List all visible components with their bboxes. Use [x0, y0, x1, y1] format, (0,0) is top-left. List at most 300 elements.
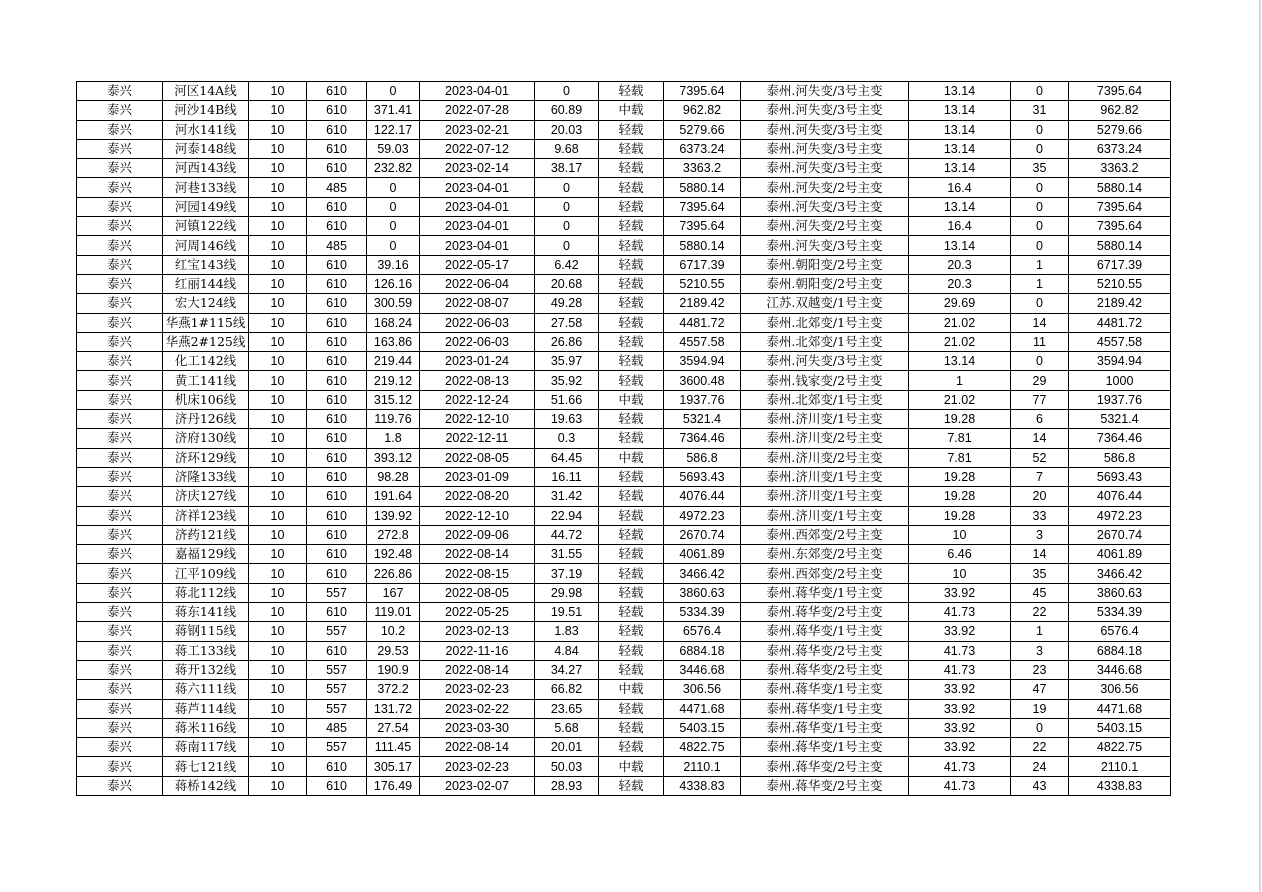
county-cell: 泰兴 [77, 487, 163, 506]
load-status-cell: 轻载 [599, 660, 664, 679]
county-cell: 泰兴 [77, 313, 163, 332]
substation-transformer-cell: 泰州.蒋华变/1号主变 [741, 622, 909, 641]
capacity-cell: 610 [307, 506, 367, 525]
county-cell: 泰兴 [77, 82, 163, 101]
load-rate-cell: 66.82 [535, 680, 599, 699]
load-rate-cell: 4.84 [535, 641, 599, 660]
load-rate-cell: 35.92 [535, 371, 599, 390]
capacity-cell: 610 [307, 352, 367, 371]
voltage-cell: 10 [249, 467, 307, 486]
table-row [77, 641, 1171, 660]
transformer-margin-cell: 19.28 [909, 487, 1011, 506]
load-rate-cell: 60.89 [535, 101, 599, 120]
margin-cell: 2670.74 [664, 525, 741, 544]
transformer-margin-cell: 41.73 [909, 776, 1011, 795]
county-cell: 泰兴 [77, 371, 163, 390]
line-name-cell: 河西143线 [163, 159, 249, 178]
margin-cell: 6373.24 [664, 139, 741, 158]
transformer-margin-cell: 13.14 [909, 352, 1011, 371]
transformer-margin-cell: 41.73 [909, 757, 1011, 776]
available-capacity-cell: 4338.83 [1069, 776, 1171, 795]
count-cell: 24 [1011, 757, 1069, 776]
table-row [77, 776, 1171, 795]
voltage-cell: 10 [249, 159, 307, 178]
margin-cell: 6717.39 [664, 255, 741, 274]
available-capacity-cell: 586.8 [1069, 448, 1171, 467]
available-capacity-cell: 5693.43 [1069, 467, 1171, 486]
count-cell: 1 [1011, 255, 1069, 274]
substation-transformer-cell: 泰州.河失变/3号主变 [741, 159, 909, 178]
load-status-cell: 轻载 [599, 776, 664, 795]
load-cell: 0 [367, 197, 420, 216]
table-row [77, 255, 1171, 274]
capacity-cell: 610 [307, 274, 367, 293]
load-cell: 176.49 [367, 776, 420, 795]
county-cell: 泰兴 [77, 274, 163, 293]
load-cell: 219.12 [367, 371, 420, 390]
load-status-cell: 轻载 [599, 545, 664, 564]
county-cell: 泰兴 [77, 622, 163, 641]
line-name-cell: 蒋六111线 [163, 680, 249, 699]
load-rate-cell: 51.66 [535, 390, 599, 409]
line-name-cell: 河巷133线 [163, 178, 249, 197]
load-cell: 232.82 [367, 159, 420, 178]
line-name-cell: 蒋米116线 [163, 718, 249, 737]
voltage-cell: 10 [249, 197, 307, 216]
transformer-margin-cell: 19.28 [909, 506, 1011, 525]
load-cell: 1.8 [367, 429, 420, 448]
count-cell: 23 [1011, 660, 1069, 679]
voltage-cell: 10 [249, 506, 307, 525]
load-cell: 10.2 [367, 622, 420, 641]
county-cell: 泰兴 [77, 101, 163, 120]
county-cell: 泰兴 [77, 410, 163, 429]
date-cell: 2022-08-07 [420, 294, 535, 313]
table-row [77, 757, 1171, 776]
substation-transformer-cell: 泰州.蒋华变/2号主变 [741, 757, 909, 776]
date-cell: 2022-06-04 [420, 274, 535, 293]
capacity-cell: 610 [307, 294, 367, 313]
load-status-cell: 轻载 [599, 603, 664, 622]
capacity-cell: 610 [307, 139, 367, 158]
date-cell: 2023-02-13 [420, 622, 535, 641]
voltage-cell: 10 [249, 545, 307, 564]
load-rate-cell: 20.01 [535, 738, 599, 757]
count-cell: 31 [1011, 101, 1069, 120]
table-row [77, 429, 1171, 448]
margin-cell: 3594.94 [664, 352, 741, 371]
date-cell: 2023-04-01 [420, 197, 535, 216]
line-name-cell: 河泰148线 [163, 139, 249, 158]
load-cell: 191.64 [367, 487, 420, 506]
available-capacity-cell: 5334.39 [1069, 603, 1171, 622]
substation-transformer-cell: 泰州.河失变/3号主变 [741, 197, 909, 216]
substation-transformer-cell: 泰州.济川变/1号主变 [741, 467, 909, 486]
load-status-cell: 轻载 [599, 699, 664, 718]
date-cell: 2023-02-23 [420, 680, 535, 699]
voltage-cell: 10 [249, 371, 307, 390]
transformer-margin-cell: 19.28 [909, 467, 1011, 486]
substation-transformer-cell: 泰州.河失变/3号主变 [741, 82, 909, 101]
voltage-cell: 10 [249, 236, 307, 255]
load-rate-cell: 38.17 [535, 159, 599, 178]
available-capacity-cell: 5321.4 [1069, 410, 1171, 429]
table-row [77, 564, 1171, 583]
date-cell: 2022-11-16 [420, 641, 535, 660]
table-row [77, 738, 1171, 757]
date-cell: 2022-08-14 [420, 738, 535, 757]
load-status-cell: 轻载 [599, 178, 664, 197]
capacity-cell: 610 [307, 197, 367, 216]
date-cell: 2022-12-24 [420, 390, 535, 409]
load-cell: 111.45 [367, 738, 420, 757]
county-cell: 泰兴 [77, 776, 163, 795]
line-name-cell: 济环129线 [163, 448, 249, 467]
load-cell: 139.92 [367, 506, 420, 525]
load-status-cell: 轻载 [599, 738, 664, 757]
capacity-cell: 610 [307, 390, 367, 409]
count-cell: 0 [1011, 139, 1069, 158]
date-cell: 2022-05-17 [420, 255, 535, 274]
county-cell: 泰兴 [77, 525, 163, 544]
capacity-cell: 610 [307, 371, 367, 390]
available-capacity-cell: 4076.44 [1069, 487, 1171, 506]
load-cell: 98.28 [367, 467, 420, 486]
date-cell: 2022-08-14 [420, 545, 535, 564]
count-cell: 35 [1011, 564, 1069, 583]
load-rate-cell: 49.28 [535, 294, 599, 313]
transformer-margin-cell: 1 [909, 371, 1011, 390]
count-cell: 33 [1011, 506, 1069, 525]
capacity-cell: 610 [307, 545, 367, 564]
line-name-cell: 蒋钢115线 [163, 622, 249, 641]
date-cell: 2022-05-25 [420, 603, 535, 622]
available-capacity-cell: 7395.64 [1069, 197, 1171, 216]
voltage-cell: 10 [249, 448, 307, 467]
load-rate-cell: 0 [535, 236, 599, 255]
county-cell: 泰兴 [77, 332, 163, 351]
substation-transformer-cell: 泰州.西郊变/2号主变 [741, 564, 909, 583]
transformer-margin-cell: 7.81 [909, 448, 1011, 467]
load-status-cell: 轻载 [599, 506, 664, 525]
load-status-cell: 轻载 [599, 487, 664, 506]
table-row [77, 660, 1171, 679]
line-name-cell: 华燕1#115线 [163, 313, 249, 332]
transformer-margin-cell: 10 [909, 525, 1011, 544]
count-cell: 1 [1011, 274, 1069, 293]
load-rate-cell: 0.3 [535, 429, 599, 448]
date-cell: 2022-07-12 [420, 139, 535, 158]
margin-cell: 3600.48 [664, 371, 741, 390]
line-name-cell: 宏大124线 [163, 294, 249, 313]
load-cell: 122.17 [367, 120, 420, 139]
available-capacity-cell: 962.82 [1069, 101, 1171, 120]
county-cell: 泰兴 [77, 390, 163, 409]
voltage-cell: 10 [249, 757, 307, 776]
substation-transformer-cell: 泰州.河失变/3号主变 [741, 101, 909, 120]
substation-transformer-cell: 泰州.北郊变/1号主变 [741, 313, 909, 332]
count-cell: 0 [1011, 352, 1069, 371]
substation-transformer-cell: 泰州.蒋华变/1号主变 [741, 738, 909, 757]
load-status-cell: 轻载 [599, 641, 664, 660]
load-status-cell: 轻载 [599, 159, 664, 178]
load-status-cell: 中载 [599, 680, 664, 699]
date-cell: 2022-08-20 [420, 487, 535, 506]
available-capacity-cell: 5403.15 [1069, 718, 1171, 737]
substation-transformer-cell: 泰州.河失变/2号主变 [741, 217, 909, 236]
transformer-margin-cell: 29.69 [909, 294, 1011, 313]
voltage-cell: 10 [249, 120, 307, 139]
date-cell: 2022-07-28 [420, 101, 535, 120]
table-row [77, 139, 1171, 158]
table-row [77, 390, 1171, 409]
margin-cell: 4822.75 [664, 738, 741, 757]
margin-cell: 5321.4 [664, 410, 741, 429]
capacity-cell: 557 [307, 699, 367, 718]
count-cell: 11 [1011, 332, 1069, 351]
voltage-cell: 10 [249, 583, 307, 602]
margin-cell: 306.56 [664, 680, 741, 699]
line-name-cell: 机床106线 [163, 390, 249, 409]
substation-transformer-cell: 泰州.东郊变/2号主变 [741, 545, 909, 564]
available-capacity-cell: 4972.23 [1069, 506, 1171, 525]
transformer-margin-cell: 21.02 [909, 332, 1011, 351]
capacity-cell: 610 [307, 564, 367, 583]
load-cell: 59.03 [367, 139, 420, 158]
capacity-cell: 485 [307, 236, 367, 255]
table-row [77, 525, 1171, 544]
table-row [77, 371, 1171, 390]
capacity-cell: 610 [307, 487, 367, 506]
substation-transformer-cell: 泰州.朝阳变/2号主变 [741, 255, 909, 274]
capacity-cell: 610 [307, 255, 367, 274]
substation-transformer-cell: 泰州.济川变/1号主变 [741, 487, 909, 506]
transformer-margin-cell: 13.14 [909, 82, 1011, 101]
substation-transformer-cell: 泰州.济川变/1号主变 [741, 410, 909, 429]
line-name-cell: 济府130线 [163, 429, 249, 448]
line-name-cell: 蒋工133线 [163, 641, 249, 660]
load-cell: 272.8 [367, 525, 420, 544]
margin-cell: 2110.1 [664, 757, 741, 776]
load-status-cell: 轻载 [599, 429, 664, 448]
transformer-margin-cell: 6.46 [909, 545, 1011, 564]
capacity-cell: 557 [307, 583, 367, 602]
date-cell: 2023-04-01 [420, 178, 535, 197]
voltage-cell: 10 [249, 603, 307, 622]
line-name-cell: 蒋芦114线 [163, 699, 249, 718]
table-body [77, 82, 1171, 796]
available-capacity-cell: 5210.55 [1069, 274, 1171, 293]
load-rate-cell: 34.27 [535, 660, 599, 679]
load-status-cell: 轻载 [599, 718, 664, 737]
line-name-cell: 蒋桥142线 [163, 776, 249, 795]
available-capacity-cell: 7364.46 [1069, 429, 1171, 448]
load-status-cell: 轻载 [599, 120, 664, 139]
table-row [77, 506, 1171, 525]
table-row [77, 467, 1171, 486]
county-cell: 泰兴 [77, 448, 163, 467]
load-rate-cell: 22.94 [535, 506, 599, 525]
count-cell: 0 [1011, 178, 1069, 197]
substation-transformer-cell: 泰州.蒋华变/2号主变 [741, 660, 909, 679]
load-status-cell: 轻载 [599, 332, 664, 351]
date-cell: 2022-06-03 [420, 332, 535, 351]
voltage-cell: 10 [249, 332, 307, 351]
substation-transformer-cell: 泰州.河失变/3号主变 [741, 352, 909, 371]
substation-transformer-cell: 泰州.蒋华变/1号主变 [741, 718, 909, 737]
load-status-cell: 轻载 [599, 255, 664, 274]
load-rate-cell: 37.19 [535, 564, 599, 583]
available-capacity-cell: 3466.42 [1069, 564, 1171, 583]
line-name-cell: 河园149线 [163, 197, 249, 216]
available-capacity-cell: 4471.68 [1069, 699, 1171, 718]
load-cell: 39.16 [367, 255, 420, 274]
county-cell: 泰兴 [77, 197, 163, 216]
load-rate-cell: 0 [535, 178, 599, 197]
transformer-margin-cell: 21.02 [909, 313, 1011, 332]
table-row [77, 680, 1171, 699]
load-status-cell: 轻载 [599, 197, 664, 216]
margin-cell: 3860.63 [664, 583, 741, 602]
count-cell: 20 [1011, 487, 1069, 506]
count-cell: 47 [1011, 680, 1069, 699]
available-capacity-cell: 4557.58 [1069, 332, 1171, 351]
date-cell: 2022-12-10 [420, 506, 535, 525]
substation-transformer-cell: 泰州.河失变/3号主变 [741, 120, 909, 139]
capacity-cell: 610 [307, 82, 367, 101]
county-cell: 泰兴 [77, 583, 163, 602]
table-row [77, 217, 1171, 236]
transformer-margin-cell: 20.3 [909, 274, 1011, 293]
available-capacity-cell: 3860.63 [1069, 583, 1171, 602]
substation-transformer-cell: 泰州.河失变/2号主变 [741, 178, 909, 197]
capacity-cell: 485 [307, 178, 367, 197]
margin-cell: 4076.44 [664, 487, 741, 506]
line-name-cell: 济丹126线 [163, 410, 249, 429]
margin-cell: 3466.42 [664, 564, 741, 583]
substation-transformer-cell: 泰州.蒋华变/2号主变 [741, 603, 909, 622]
county-cell: 泰兴 [77, 660, 163, 679]
line-name-cell: 河区14A线 [163, 82, 249, 101]
available-capacity-cell: 306.56 [1069, 680, 1171, 699]
transformer-margin-cell: 21.02 [909, 390, 1011, 409]
margin-cell: 5279.66 [664, 120, 741, 139]
voltage-cell: 10 [249, 255, 307, 274]
county-cell: 泰兴 [77, 699, 163, 718]
load-cell: 126.16 [367, 274, 420, 293]
available-capacity-cell: 5880.14 [1069, 178, 1171, 197]
date-cell: 2022-08-15 [420, 564, 535, 583]
line-name-cell: 济隆133线 [163, 467, 249, 486]
margin-cell: 5880.14 [664, 178, 741, 197]
margin-cell: 7395.64 [664, 217, 741, 236]
load-status-cell: 中载 [599, 448, 664, 467]
voltage-cell: 10 [249, 525, 307, 544]
margin-cell: 4471.68 [664, 699, 741, 718]
capacity-cell: 610 [307, 332, 367, 351]
count-cell: 1 [1011, 622, 1069, 641]
count-cell: 0 [1011, 197, 1069, 216]
capacity-cell: 557 [307, 738, 367, 757]
count-cell: 22 [1011, 603, 1069, 622]
capacity-cell: 610 [307, 525, 367, 544]
load-rate-cell: 1.83 [535, 622, 599, 641]
load-rate-cell: 44.72 [535, 525, 599, 544]
line-name-cell: 红丽144线 [163, 274, 249, 293]
load-cell: 119.01 [367, 603, 420, 622]
available-capacity-cell: 6576.4 [1069, 622, 1171, 641]
load-cell: 0 [367, 82, 420, 101]
load-status-cell: 轻载 [599, 371, 664, 390]
date-cell: 2022-08-14 [420, 660, 535, 679]
county-cell: 泰兴 [77, 255, 163, 274]
transformer-margin-cell: 7.81 [909, 429, 1011, 448]
load-cell: 0 [367, 236, 420, 255]
margin-cell: 4338.83 [664, 776, 741, 795]
available-capacity-cell: 2670.74 [1069, 525, 1171, 544]
voltage-cell: 10 [249, 660, 307, 679]
available-capacity-cell: 1937.76 [1069, 390, 1171, 409]
count-cell: 77 [1011, 390, 1069, 409]
line-name-cell: 济庆127线 [163, 487, 249, 506]
load-cell: 0 [367, 217, 420, 236]
available-capacity-cell: 5880.14 [1069, 236, 1171, 255]
substation-transformer-cell: 泰州.钱家变/2号主变 [741, 371, 909, 390]
voltage-cell: 10 [249, 564, 307, 583]
available-capacity-cell: 7395.64 [1069, 217, 1171, 236]
table-row [77, 159, 1171, 178]
date-cell: 2023-02-22 [420, 699, 535, 718]
load-status-cell: 轻载 [599, 217, 664, 236]
voltage-cell: 10 [249, 101, 307, 120]
load-rate-cell: 0 [535, 197, 599, 216]
date-cell: 2022-08-13 [420, 371, 535, 390]
margin-cell: 5210.55 [664, 274, 741, 293]
voltage-cell: 10 [249, 680, 307, 699]
transformer-margin-cell: 10 [909, 564, 1011, 583]
feeder-load-table [76, 81, 1171, 796]
line-name-cell: 江平109线 [163, 564, 249, 583]
county-cell: 泰兴 [77, 159, 163, 178]
county-cell: 泰兴 [77, 120, 163, 139]
voltage-cell: 10 [249, 699, 307, 718]
load-status-cell: 轻载 [599, 564, 664, 583]
load-rate-cell: 28.93 [535, 776, 599, 795]
capacity-cell: 610 [307, 313, 367, 332]
substation-transformer-cell: 泰州.蒋华变/2号主变 [741, 641, 909, 660]
table-row [77, 622, 1171, 641]
line-name-cell: 济祥123线 [163, 506, 249, 525]
county-cell: 泰兴 [77, 680, 163, 699]
count-cell: 3 [1011, 641, 1069, 660]
margin-cell: 5880.14 [664, 236, 741, 255]
margin-cell: 6576.4 [664, 622, 741, 641]
load-cell: 119.76 [367, 410, 420, 429]
line-name-cell: 蒋七121线 [163, 757, 249, 776]
voltage-cell: 10 [249, 622, 307, 641]
count-cell: 0 [1011, 120, 1069, 139]
capacity-cell: 610 [307, 429, 367, 448]
load-cell: 163.86 [367, 332, 420, 351]
voltage-cell: 10 [249, 274, 307, 293]
load-rate-cell: 26.86 [535, 332, 599, 351]
line-name-cell: 黄工141线 [163, 371, 249, 390]
date-cell: 2023-04-01 [420, 236, 535, 255]
count-cell: 22 [1011, 738, 1069, 757]
date-cell: 2023-02-23 [420, 757, 535, 776]
line-name-cell: 河沙14B线 [163, 101, 249, 120]
count-cell: 19 [1011, 699, 1069, 718]
